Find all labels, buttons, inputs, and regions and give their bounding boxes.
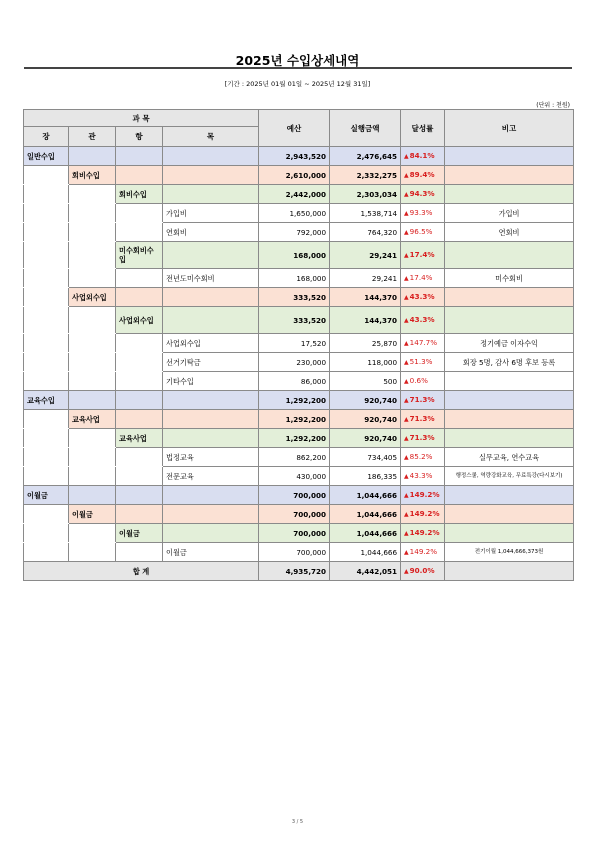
ledger-row-jang [24, 147, 574, 166]
up-arrow-icon: ▲ [404, 294, 409, 301]
indent-cell [24, 242, 69, 269]
rate-value: 149.2% [409, 528, 440, 537]
rate-cell [401, 334, 445, 353]
up-arrow-icon: ▲ [404, 397, 409, 404]
up-arrow-icon: ▲ [404, 454, 409, 461]
empty-cell [163, 391, 259, 410]
rate-cell [401, 147, 445, 166]
indent-cell [24, 372, 69, 391]
header-budget: 예산 [259, 110, 330, 147]
note-cell [445, 288, 574, 307]
rate-value: 43.3% [409, 315, 435, 324]
empty-cell [163, 429, 259, 448]
mok-label: 전년도미수회비 [163, 269, 259, 288]
up-arrow-icon: ▲ [404, 492, 409, 499]
indent-cell [69, 353, 116, 372]
note-cell [445, 410, 574, 429]
indent-cell [116, 223, 163, 242]
rate-cell [401, 166, 445, 185]
header-gwamok: 과 목 [24, 110, 259, 127]
mok-label: 연회비 [163, 223, 259, 242]
indent-cell [116, 467, 163, 486]
indent-cell [24, 505, 69, 524]
note-cell [445, 486, 574, 505]
empty-cell [116, 166, 163, 185]
total-budget: 4,935,720 [259, 562, 330, 581]
page-title: 2025년 수입상세내역 [235, 53, 360, 68]
empty-cell [116, 410, 163, 429]
mok-label: 이월금 [163, 543, 259, 562]
ledger-row-mok [24, 353, 574, 372]
header-hang: 항 [116, 127, 163, 147]
rate-cell [401, 467, 445, 486]
ledger-row-gwan [24, 410, 574, 429]
total-note [445, 562, 574, 581]
header-rate: 달성률 [401, 110, 445, 147]
actual-cell: 29,241 [330, 269, 401, 288]
period-range: [기간 : 2025년 01월 01일 ~ 2025년 12월 31일] [224, 80, 371, 88]
header-mok: 목 [163, 127, 259, 147]
budget-cell: 86,000 [259, 372, 330, 391]
up-arrow-icon: ▲ [404, 229, 409, 236]
ledger-row-hang [24, 185, 574, 204]
note-cell [445, 307, 574, 334]
ledger-row-hang [24, 307, 574, 334]
rate-value: 71.3% [409, 395, 435, 404]
header-actual: 실행금액 [330, 110, 401, 147]
empty-cell [163, 166, 259, 185]
note-cell [445, 147, 574, 166]
total-rate [401, 562, 445, 581]
note-cell [445, 166, 574, 185]
indent-cell [24, 204, 69, 223]
indent-cell [116, 269, 163, 288]
ledger-row-mok [24, 448, 574, 467]
up-arrow-icon: ▲ [404, 191, 409, 198]
indent-cell [69, 269, 116, 288]
budget-cell: 1,292,200 [259, 410, 330, 429]
actual-cell: 920,740 [330, 391, 401, 410]
ledger-row-jang [24, 391, 574, 410]
indent-cell [24, 288, 69, 307]
rate-cell [401, 223, 445, 242]
header-row-top [24, 110, 574, 127]
up-arrow-icon: ▲ [404, 473, 409, 480]
indent-cell [116, 448, 163, 467]
empty-cell [69, 391, 116, 410]
up-arrow-icon: ▲ [404, 511, 409, 518]
note-cell: 가입비 [445, 204, 574, 223]
rate-value: 71.3% [409, 414, 435, 423]
gwan-label: 교육사업 [69, 410, 116, 429]
actual-cell: 920,740 [330, 429, 401, 448]
indent-cell [24, 223, 69, 242]
empty-cell [163, 185, 259, 204]
rate-value: 85.2% [409, 452, 433, 461]
rate-cell [401, 448, 445, 467]
rate-value: 96.5% [409, 227, 433, 236]
empty-cell [163, 242, 259, 269]
up-arrow-icon: ▲ [404, 359, 409, 366]
indent-cell [116, 204, 163, 223]
indent-cell [116, 353, 163, 372]
note-cell: 회장 5명, 감사 6명 후보 등록 [445, 353, 574, 372]
rate-cell [401, 391, 445, 410]
actual-cell: 25,870 [330, 334, 401, 353]
jang-label: 교육수입 [24, 391, 69, 410]
indent-cell [24, 166, 69, 185]
note-cell [445, 429, 574, 448]
budget-cell: 2,943,520 [259, 147, 330, 166]
total-label: 합 계 [24, 562, 259, 581]
ledger-row-mok [24, 334, 574, 353]
rate-cell [401, 353, 445, 372]
note-cell: 전기이월 1,044,666,373원 [445, 543, 574, 562]
empty-cell [163, 410, 259, 429]
indent-cell [69, 204, 116, 223]
rate-value: 17.4% [409, 273, 433, 282]
up-arrow-icon: ▲ [404, 549, 409, 556]
mok-label: 선거기탁금 [163, 353, 259, 372]
actual-cell: 1,044,666 [330, 524, 401, 543]
empty-cell [116, 147, 163, 166]
indent-cell [69, 242, 116, 269]
header-jang: 장 [24, 127, 69, 147]
budget-cell: 333,520 [259, 307, 330, 334]
budget-cell: 168,000 [259, 242, 330, 269]
budget-cell: 1,292,200 [259, 391, 330, 410]
rate-value: 149.2% [409, 490, 440, 499]
empty-cell [163, 505, 259, 524]
up-arrow-icon: ▲ [404, 568, 409, 575]
note-cell [445, 391, 574, 410]
revenue-detail-table [23, 109, 574, 581]
actual-cell: 500 [330, 372, 401, 391]
rate-value: 51.3% [409, 357, 433, 366]
indent-cell [69, 467, 116, 486]
unit-label: (단위 : 천원) [536, 102, 570, 109]
actual-cell: 2,303,034 [330, 185, 401, 204]
title-underline [24, 67, 572, 69]
ledger-row-gwan [24, 166, 574, 185]
indent-cell [69, 429, 116, 448]
hang-label: 회비수입 [116, 185, 163, 204]
rate-cell [401, 269, 445, 288]
up-arrow-icon: ▲ [404, 530, 409, 537]
header-note: 비고 [445, 110, 574, 147]
actual-cell: 734,405 [330, 448, 401, 467]
note-cell [445, 505, 574, 524]
budget-cell: 2,610,000 [259, 166, 330, 185]
actual-cell: 1,044,666 [330, 486, 401, 505]
indent-cell [69, 334, 116, 353]
empty-cell [116, 391, 163, 410]
rate-value: 149.2% [409, 547, 438, 556]
ledger-row-gwan [24, 288, 574, 307]
rate-cell [401, 288, 445, 307]
up-arrow-icon: ▲ [404, 275, 409, 282]
indent-cell [116, 372, 163, 391]
rate-cell [401, 204, 445, 223]
indent-cell [69, 185, 116, 204]
hang-label: 교육사업 [116, 429, 163, 448]
up-arrow-icon: ▲ [404, 317, 409, 324]
ledger-row-mok [24, 223, 574, 242]
ledger-row-hang [24, 429, 574, 448]
note-cell [445, 372, 574, 391]
ledger-row-mok [24, 372, 574, 391]
indent-cell [69, 372, 116, 391]
indent-cell [24, 524, 69, 543]
rate-value: 43.3% [409, 292, 435, 301]
jang-label: 이월금 [24, 486, 69, 505]
note-cell: 미수회비 [445, 269, 574, 288]
gwan-label: 회비수입 [69, 166, 116, 185]
budget-cell: 700,000 [259, 505, 330, 524]
rate-value: 43.3% [409, 471, 433, 480]
rate-cell [401, 372, 445, 391]
hang-label: 사업외수입 [116, 307, 163, 334]
rate-cell [401, 543, 445, 562]
ledger-row-mok [24, 269, 574, 288]
indent-cell [24, 269, 69, 288]
budget-cell: 862,200 [259, 448, 330, 467]
up-arrow-icon: ▲ [404, 210, 409, 217]
actual-cell: 29,241 [330, 242, 401, 269]
indent-cell [24, 543, 69, 562]
rate-value: 71.3% [409, 433, 435, 442]
empty-cell [163, 147, 259, 166]
indent-cell [69, 307, 116, 334]
rate-value: 0.6% [409, 376, 428, 385]
up-arrow-icon: ▲ [404, 378, 409, 385]
rate-value: 147.7% [409, 338, 438, 347]
empty-cell [69, 486, 116, 505]
hang-label: 미수회비수입 [116, 242, 163, 269]
total-rate-value: 90.0% [409, 566, 435, 575]
mok-label: 전문교육 [163, 467, 259, 486]
note-cell: 연회비 [445, 223, 574, 242]
actual-cell: 2,476,645 [330, 147, 401, 166]
mok-label: 기타수입 [163, 372, 259, 391]
mok-label: 가입비 [163, 204, 259, 223]
budget-cell: 700,000 [259, 486, 330, 505]
indent-cell [116, 543, 163, 562]
budget-cell: 792,000 [259, 223, 330, 242]
indent-cell [24, 185, 69, 204]
indent-cell [69, 448, 116, 467]
rate-value: 149.2% [409, 509, 440, 518]
header-gwan: 관 [69, 127, 116, 147]
actual-cell: 764,320 [330, 223, 401, 242]
budget-cell: 430,000 [259, 467, 330, 486]
rate-value: 84.1% [409, 151, 435, 160]
empty-cell [116, 486, 163, 505]
budget-cell: 333,520 [259, 288, 330, 307]
rate-cell [401, 185, 445, 204]
up-arrow-icon: ▲ [404, 153, 409, 160]
up-arrow-icon: ▲ [404, 340, 409, 347]
budget-cell: 1,292,200 [259, 429, 330, 448]
note-cell [445, 185, 574, 204]
actual-cell: 2,332,275 [330, 166, 401, 185]
note-cell [445, 524, 574, 543]
up-arrow-icon: ▲ [404, 416, 409, 423]
empty-cell [163, 288, 259, 307]
mok-label: 법정교육 [163, 448, 259, 467]
rate-cell [401, 307, 445, 334]
total-actual: 4,442,051 [330, 562, 401, 581]
indent-cell [24, 307, 69, 334]
rate-value: 93.3% [409, 208, 433, 217]
indent-cell [24, 353, 69, 372]
budget-cell: 168,000 [259, 269, 330, 288]
actual-cell: 144,370 [330, 288, 401, 307]
up-arrow-icon: ▲ [404, 252, 409, 259]
empty-cell [163, 486, 259, 505]
gwan-label: 사업외수입 [69, 288, 116, 307]
actual-cell: 1,044,666 [330, 505, 401, 524]
indent-cell [69, 524, 116, 543]
actual-cell: 1,538,714 [330, 204, 401, 223]
indent-cell [69, 543, 116, 562]
empty-cell [116, 288, 163, 307]
rate-value: 89.4% [409, 170, 435, 179]
indent-cell [24, 410, 69, 429]
note-cell: 실무교육, 연수교육 [445, 448, 574, 467]
actual-cell: 186,335 [330, 467, 401, 486]
ledger-row-gwan [24, 505, 574, 524]
indent-cell [24, 467, 69, 486]
indent-cell [69, 223, 116, 242]
note-cell [445, 242, 574, 269]
page-number: 3 / 5 [291, 819, 304, 825]
ledger-row-mok [24, 543, 574, 562]
rate-value: 94.3% [409, 189, 435, 198]
actual-cell: 144,370 [330, 307, 401, 334]
budget-cell: 700,000 [259, 543, 330, 562]
ledger-row-hang [24, 524, 574, 543]
budget-cell: 700,000 [259, 524, 330, 543]
ledger-row-mok [24, 204, 574, 223]
actual-cell: 920,740 [330, 410, 401, 429]
indent-cell [24, 334, 69, 353]
indent-cell [24, 448, 69, 467]
mok-label: 사업외수입 [163, 334, 259, 353]
up-arrow-icon: ▲ [404, 435, 409, 442]
rate-cell [401, 410, 445, 429]
budget-cell: 2,442,000 [259, 185, 330, 204]
indent-cell [24, 429, 69, 448]
empty-cell [163, 307, 259, 334]
empty-cell [69, 147, 116, 166]
budget-cell: 1,650,000 [259, 204, 330, 223]
ledger-row-hang [24, 242, 574, 269]
rate-cell [401, 524, 445, 543]
actual-cell: 118,000 [330, 353, 401, 372]
empty-cell [116, 505, 163, 524]
note-cell: 정기예금 이자수익 [445, 334, 574, 353]
indent-cell [116, 334, 163, 353]
hang-label: 이월금 [116, 524, 163, 543]
rate-cell [401, 505, 445, 524]
budget-cell: 230,000 [259, 353, 330, 372]
jang-label: 일반수입 [24, 147, 69, 166]
note-cell: 행정스쿨, 역량강화교육, 무료특강(다시보기) [445, 467, 574, 486]
gwan-label: 이월금 [69, 505, 116, 524]
rate-cell [401, 486, 445, 505]
total-row [24, 562, 574, 581]
rate-cell [401, 429, 445, 448]
rate-cell [401, 242, 445, 269]
ledger-row-mok [24, 467, 574, 486]
ledger-body [24, 147, 574, 562]
rate-value: 17.4% [409, 250, 435, 259]
budget-cell: 17,520 [259, 334, 330, 353]
up-arrow-icon: ▲ [404, 172, 409, 179]
actual-cell: 1,044,666 [330, 543, 401, 562]
ledger-row-jang [24, 486, 574, 505]
empty-cell [163, 524, 259, 543]
